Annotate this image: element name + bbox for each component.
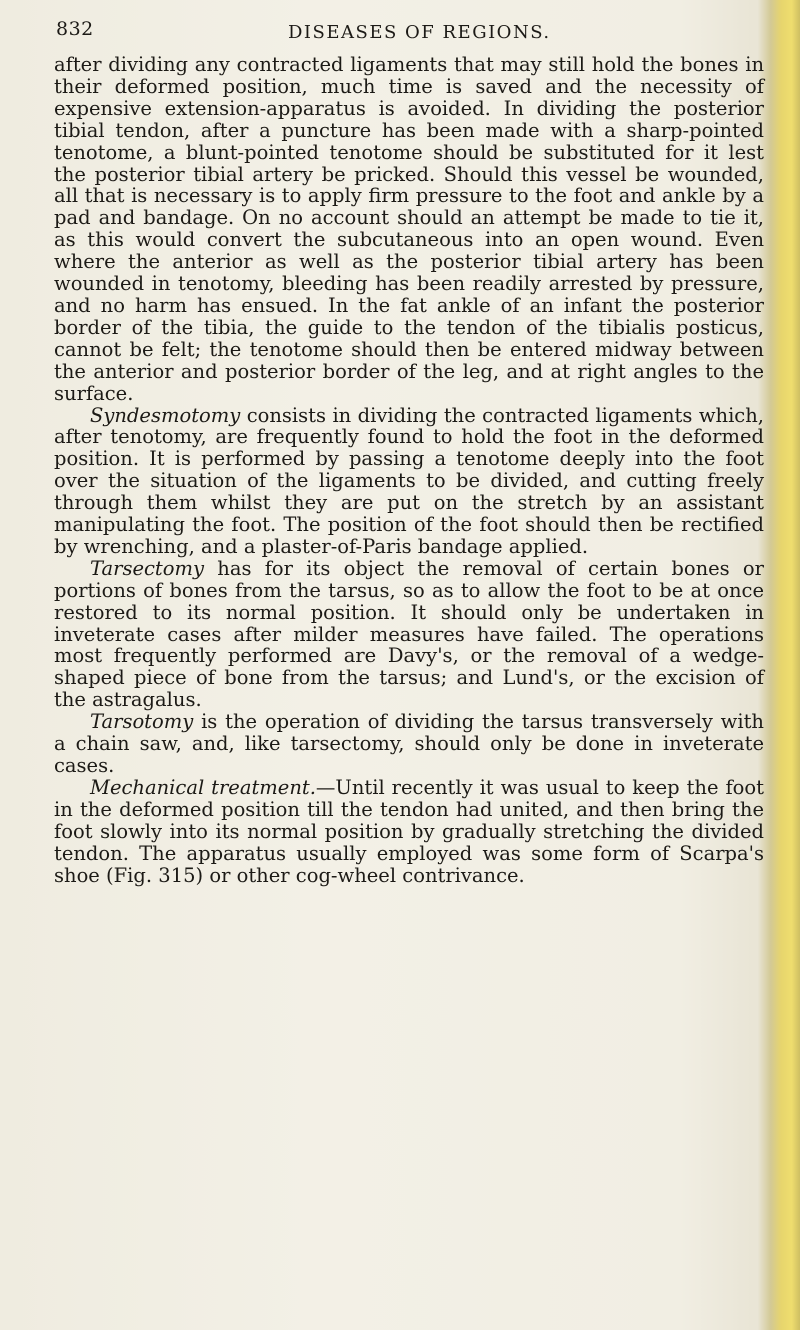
paragraph-tarsotomy xyxy=(54,711,764,777)
paragraph-text: —Until recently it was usual to keep the foot in the deformed position till the tendon had united, and then bring the foot slowly into its normal position by gradually stretching the divided tendon. The apparatus usually employed was some form of Scarpa's shoe (Fig. 315) or other cog-wheel contrivance. xyxy=(54,775,764,887)
page-edge xyxy=(758,0,800,1330)
paragraph-text: has for its object the removal of certain bones or portions of bones from the tarsus, so as to allow the foot to be at once restored to its normal position. It should only be undertaken in inveterate cases after milder measures have failed. The operations most frequently performed are Davy's, or the removal of a wedge-shaped piece of bone from the tarsus; and Lund's, or the excision of the astragalus. xyxy=(54,556,764,712)
paragraph-lead-term: Syndesmotomy xyxy=(90,403,241,427)
paragraph-text: is the operation of dividing the tarsus transversely with a chain saw, and, like tarsectomy, should only be done in inveterate cases. xyxy=(54,710,764,777)
running-title: DISEASES OF REGIONS. xyxy=(288,22,551,43)
paragraph-syndesmotomy xyxy=(54,405,764,558)
paragraph-lead-term: Tarsotomy xyxy=(90,710,194,734)
paragraph-continuation xyxy=(54,54,764,405)
paragraph-text: after dividing any contracted ligaments that may still hold the bones in their deformed position, much time is saved and the necessity of expensive extension-apparatus is avoided. In dividing the posterior tibial tendon, after a puncture has been made with a sharp-pointed tenotome, a blunt-pointed tenotome should be substituted for it lest the posterior tibial artery be pricked. Should this vessel be wounded, all that is necessary is to apply firm pressure to the foot and ankle by a pad and bandage. On no account should an attempt be made to tie it, as this would convert the subcutaneous into an open wound. Even where the anterior as well as the posterior tibial artery has been wounded in tenotomy, bleeding has been readily arrested by pressure, and no harm has ensued. In the fat ankle of an infant the posterior border of the tibia, the guide to the tendon of the tibialis posticus, cannot be felt; the tenotome should then be entered midway between the anterior and posterior border of the leg, and at right angles to the surface. xyxy=(54,53,764,405)
body-text xyxy=(54,54,764,886)
paragraph-lead-term: Mechanical treatment. xyxy=(90,775,316,799)
paragraph-text: consists in dividing the contracted ligaments which, after tenotomy, are frequently found to hold the foot in the deformed position. It is performed by passing a tenotome deeply into the foot over the situation of the ligaments to be divided, and cutting freely through them whilst they are put on the stretch by an assistant manipulating the foot. The position of the foot should then be rectified by wrenching, and a plaster-of-Paris bandage applied. xyxy=(54,403,764,558)
paragraph-tarsectomy xyxy=(54,558,764,711)
page-header xyxy=(56,18,756,48)
paragraph-mechanical-treatment xyxy=(54,777,764,887)
page-number: 832 xyxy=(56,18,94,40)
paragraph-lead-term: Tarsectomy xyxy=(90,556,204,580)
